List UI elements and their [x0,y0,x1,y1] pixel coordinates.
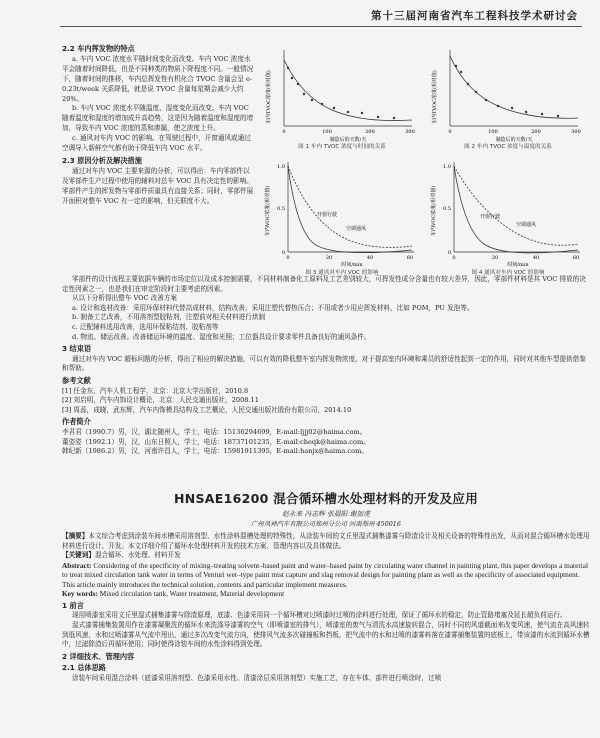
author-info-heading: 作者简介 [62,417,91,427]
english-abstract-label: Abstract: [62,560,92,570]
figure-1 [262,42,422,150]
tick-label: 300 [405,129,415,135]
header-rule [60,26,582,27]
tick-label: 100 [488,129,498,135]
section-heading: 2 详细技术、管理内容 [62,651,135,661]
figure-4 [428,156,588,276]
figure-3-caption: 图 3 通风对车内 VOC 的影响 [305,270,379,276]
abstract-label: 【摘要】 [62,532,89,540]
figure-4-ylabel: 车内VOC浓度(相对值) [431,185,437,237]
figure-2-ylabel: 车内TVOC浓度(相对值) [432,70,438,124]
abstract [62,532,590,551]
figure-1-ylabel: 车内TVOC浓度(相对值) [266,70,272,124]
tick-label: 20 [325,255,333,261]
tick-label: 20 [491,255,499,261]
legend-label: 开窗行驶 [480,214,501,220]
reference-item: [1] 任金东，汽车人机工程学，北京：北京大学出版社，2010.8 [62,386,249,395]
author-info-list [62,428,590,457]
legend-label: 空调通风 [346,226,367,232]
tick-label: 0.5 [277,206,285,212]
list-item: b. 制备工艺改善，不用溶剂型胶粘剂，注塑前对相关材料进行烘制 [72,313,266,322]
reference-item: [3] 周蕊，成晓，武东辉，汽车内饰模具结构及工艺概论，人民交通出版社股份有限公司，2014.10 [62,405,352,414]
tick-label: 0 [281,250,285,256]
tick-label: 0 [286,255,290,261]
tick-label: 60 [572,255,580,261]
tick-label: 40 [532,255,540,261]
section-heading: 3 结束语 [62,344,92,354]
references-list [62,387,590,416]
figure-3-plot [262,156,422,268]
english-keywords-label: Key words: [62,589,98,599]
author-info-item: 韩纪新（1986.2）男，汉，河南许昌人，学士，电话：15981911395，E-mail:hanjx@haima.com。 [62,447,368,456]
tick-label: 100 [322,129,332,135]
list-item: a. 设计和选材改善：采用环保材料代替高成材料，结构改善，采用注塑代替热压合；不用或者少用应挥发材料，比如 POM，PU 发泡等。 [72,303,474,312]
section-heading: 1 前言 [62,600,84,610]
paper-title: HNSAE16200 混合循环槽水处理材料的开发及应用 [173,491,479,506]
tick-label: 0 [447,250,451,256]
keywords-label: 【关键词】 [62,551,95,560]
references-heading: 参考文献 [62,375,91,385]
figure-1-plot [262,42,422,142]
keywords [62,551,590,561]
paragraph: 涂装车间采用混合涂料（底漆采用溶剂型、色漆采用水性、清漆涂层采用溶剂型）实施工艺，存在车体、部件进行喷涂时，过喷 [72,673,442,682]
author-info-item: 李君君（1990.7）男，汉，湖北随州人，学士，电话：15136294699，E-mail:ljjj02@haima.com。 [62,427,367,436]
legend-label: 空调通风 [516,222,537,228]
english-keywords-text: Mixed circulation tank, Water treatment, Material development [99,589,285,599]
legend-label: 开窗行驶 [317,212,338,218]
figure-2-xlabel: 制造后的天数/天 [495,137,533,142]
paragraph: 通过对车内 VOC 超标问题的分析，得出了相应的解决措施，可以有效的降低整车室内挥发物浓度，对于提高室内环境和乘员的舒适性起到一定的作用，同时对其他车型提供借鉴和帮助。 [62,354,586,373]
paragraph: 湿式漆雾捕集装置用作在漆雾凝聚洗的循环水来洗涤导漆雾的空气（即喷漆室的排气），喷漆室的废气与清洗水高速旋转混合，同时不同的风道截面来改变风速，使气流在高风速转到低风速，水和过喷漆雾从气流中甩出，通过多次改变气流方向，使排风气流多次碰撞板和挡板，把气流中的水和过喷的漆雾料落在漆雾捕集装置的底板上，带该漆的水流到循环水槽中，过滤除渣后再循环使用；同时使得涂装车间的水性涂料得到处理。 [62,620,590,649]
reference-item: [2] 刘启明，汽车内饰设计概论，北京：人民交通出版社，2008.11 [62,396,259,405]
paragraph: 现用喷漆室采用文丘里湿式捕集漆雾与除渣原理，底漆、色漆采用同一个循环槽对过喷漆时过喷的涂料进行处理，保证了循环水的稳定，防止管路堵塞及延长超负荷运行。 [72,611,567,620]
tick-label: 0 [282,129,286,135]
tick-label: 0 [452,255,456,261]
tick-label: 200 [365,129,375,135]
list-item: d. 物流、储运改善。改善储运环境的温度、湿度和光照；工位器具设计要求零件具备良好的通风条件。 [72,332,371,341]
full-width-section [62,275,590,457]
figure-4-caption: 图 4 通风对车内 VOC 的影响 [471,270,545,276]
figure-3-xlabel: 时间/min [341,262,363,268]
tick-label: 200 [531,129,541,135]
tick-label: 1.0 [443,164,451,170]
tick-label: 60 [406,255,414,261]
paper-body [62,532,590,684]
tick-label: 300 [571,129,581,135]
abstract-text: 本文综合考虑到涂装车间水槽采用溶剂型、水性涂料混槽处理的特殊性，从涂装车间的文丘里湿式捕集漆雾与除渣设计及相关设备的特殊性出发，从而对混合循环槽水处理用材料进行设计、开发。本文详细介绍了循环水处理材料开发的技术方案、管理内容以及具体做法。 [62,532,590,550]
left-column [62,42,254,207]
figure-1-caption: 图 1 车内 TVOC 浓度与时间的关系 [298,144,386,150]
section-heading: 2.2 车内挥发物的特点 [62,44,135,53]
paper-authors: 赵永来 冯志辉 张晨阳 谢加虎 [281,510,371,518]
figure-2-caption: 图 2 车内 TVOC 浓度与温度的关系 [464,144,552,150]
paragraph: 通过对车内 VOC 主要来源的分析，可以得出：车内零部件以及零部件生产过程中使用的辅料对总车 VOC 具有决定性的影响。零部件产生的挥发物与零部件质量具有直接关系；同时，零部件展开面积对整车 VOC 有一定的影响，但关联度不大。 [62,166,254,205]
list-item: c. 泛配辅料选用改善，选用环保粘结剂、胶粘剂等 [72,322,219,331]
figure-2-plot [428,42,588,142]
figure-2 [428,42,588,150]
paragraph: b. 车内 VOC 浓度水平随温度、湿度变化而改变。车内 VOC 随着温度和湿度的增加成升高趋势，这是因为随着温度和湿度的增加，导致车内 VOC 浓度的蒸和渗漏，使之浓度上升。 [62,104,254,133]
paragraph: a. 车内 VOC 浓度水平随时间变化而改变。车内 VOC 浓度水平会随着时间降低，但是不同种类的物质下降程度不同。一般情况下，随着时间的推移，车内总挥发性有机化合 TVOC 含量会呈 e-0.23t/week 关系降低，就是说 TVOC 含量每星期会减少大约 20%。 [62,54,254,103]
tick-label: 40 [366,255,374,261]
keywords-text: 混合循环、水处理、材料开发 [94,551,181,560]
subsection-heading: 2.1 总体思路 [62,663,106,673]
paper-affiliation: 广州风神汽车有限公司郑州分公司 河南郑州 450016 [251,520,401,528]
author-info-item: 董姿姿（1992.1）男，汉，山东日照人，学士，电话：18737101235，E-mail:cheqk@haima.com。 [62,437,370,446]
tick-label: 1.0 [277,164,285,170]
english-abstract [62,561,590,590]
section-heading: 2.3 原因分析及解决措施 [62,155,142,165]
paragraph: 零部件的设计流程主要依据车辆的市场定位以及成本控制需要，不同材料制备化工原料及工艺差别较大，可挥发性成分含量也有较大差异，因此，零部件材料是其 VOC 排放的决定性因素之一，也是我们在审定阶段时主要考虑的因素。 [62,275,586,293]
tick-label: 0 [448,129,452,135]
figure-3-ylabel: 车内VOC浓度(相对值) [265,185,271,237]
english-abstract-text: Considering of the specificity of mixing–treating solvent–based paint and water–based paint by circulating water channel in painting plant, this paper develops a material to treat mixed circulation tank water in terms of Venturi wet–type paint mist capture and slag removal design for painting plant as well as the specificity of associated equipment. This article mainly introduces the technical solution, contents and particular implement measures. [62,560,589,589]
paragraph: 从以下分析得出整车 VOC 改善方案 [72,294,178,303]
figure-4-xlabel: 时间/min [507,262,529,268]
figure-3 [262,156,422,276]
figure-4-plot [428,156,588,268]
page-header [0,0,600,30]
tick-label: 0.5 [443,206,451,212]
conference-title: 第十三届河南省汽车工程科技学术研讨会 [371,10,578,22]
figure-1-xlabel: 制造后的天数/天 [329,137,367,142]
paragraph: c. 通风对车内 VOC 的影响。在驾驶过程中，开窗通风或通过空调导入新鲜空气都有助于降低车内 VOC 水平。 [62,134,251,153]
english-keywords [62,589,590,599]
